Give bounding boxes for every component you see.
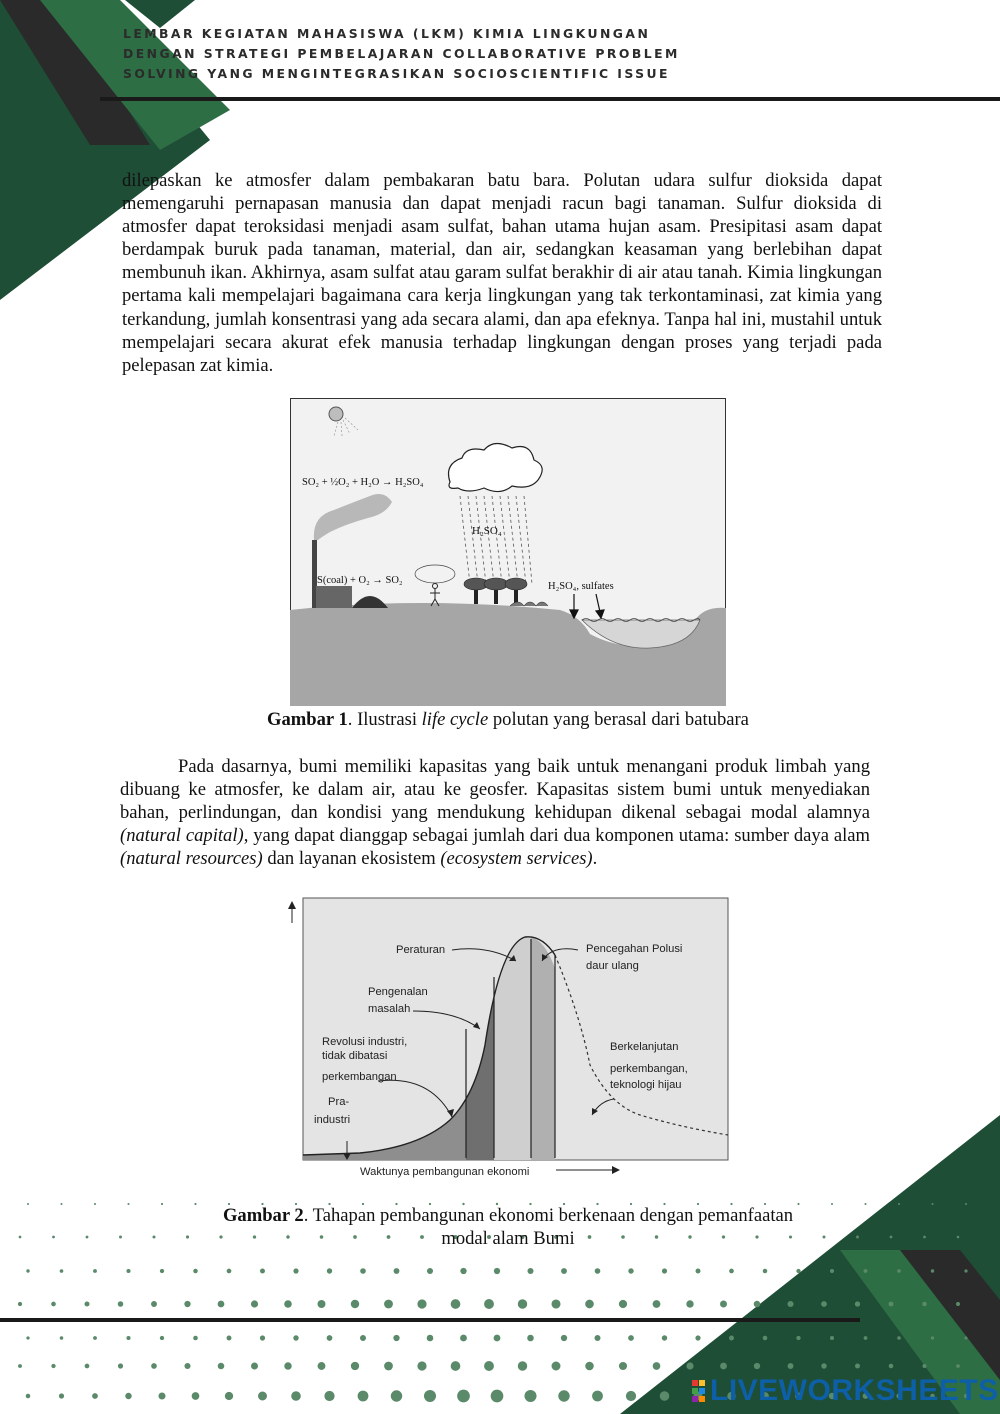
decor-dot	[957, 1236, 960, 1239]
label-sustainable-1: Berkelanjutan	[610, 1041, 679, 1053]
decor-dot	[856, 1236, 859, 1239]
decor-dot	[898, 1203, 900, 1205]
paragraph-2-text-d: .	[592, 848, 598, 870]
decor-dot	[619, 1300, 627, 1308]
decor-dot	[60, 1336, 64, 1340]
decor-dot	[628, 1335, 634, 1341]
decor-dot	[594, 1335, 600, 1341]
decor-dot	[558, 1390, 569, 1401]
decor-dot	[922, 1302, 926, 1306]
paragraph-2-italic-natural-resources: (natural resources)	[120, 848, 263, 870]
decor-dot	[427, 1268, 433, 1274]
paragraph-2-text-a: Pada dasarnya, bumi memiliki kapasitas yang baik untuk menangani produk limbah yang dibuang ke atmosfer, ke dalam air, atau ke geosfer. Kapasitas sistem bumi untuk menyediakan bahan, perlindungan, dan kondisi yang mendukung kehidupan dikenal sebagai modal alamnya	[120, 756, 870, 824]
decor-dot	[225, 1392, 233, 1400]
decor-dot	[317, 1300, 325, 1308]
decor-dot	[964, 1269, 967, 1272]
decor-dot	[796, 1269, 800, 1273]
decor-dot	[351, 1362, 359, 1370]
decor-dot	[754, 1363, 760, 1369]
label-sustainable-2: perkembangan,	[610, 1063, 688, 1075]
paragraph-1	[122, 169, 882, 377]
decor-dot	[830, 1269, 834, 1273]
decor-dot	[184, 1301, 190, 1307]
decor-dot	[864, 1269, 868, 1273]
decor-dot	[763, 1269, 768, 1274]
decor-dot	[394, 1268, 400, 1274]
decor-dot	[218, 1363, 225, 1370]
decor-dot	[720, 1301, 727, 1308]
decor-dot	[729, 1269, 734, 1274]
decor-dot	[830, 1336, 834, 1340]
decor-dot	[889, 1302, 894, 1307]
decor-dot	[552, 1362, 561, 1371]
label-prevention-2: daur ulang	[586, 960, 639, 972]
combustion-equation: S(coal) + O₂ → SO₂	[317, 575, 403, 586]
decor-dot	[251, 1300, 258, 1307]
decor-dot	[59, 1393, 64, 1398]
label-recognition-2: masalah	[368, 1003, 411, 1015]
decor-dot	[384, 1362, 393, 1371]
decor-dot	[158, 1392, 165, 1399]
decor-dot	[193, 1336, 198, 1341]
decor-dot	[424, 1390, 436, 1402]
decor-dot	[324, 1391, 334, 1401]
decor-dot	[457, 1390, 470, 1403]
decor-dot	[161, 1203, 163, 1205]
decor-dot	[52, 1236, 55, 1239]
decor-dot	[695, 1335, 700, 1340]
paragraph-2	[120, 755, 870, 870]
decor-dot	[284, 1362, 291, 1369]
header-line-1: LEMBAR KEGIATAN MAHASISWA (LKM) KIMIA LINGKUNGAN	[123, 26, 651, 41]
decor-dot	[491, 1390, 504, 1403]
header-rule	[100, 97, 1000, 101]
decor-dot	[151, 1301, 157, 1307]
decor-dot	[227, 1336, 232, 1341]
decor-dot	[460, 1335, 467, 1342]
decor-dot	[897, 1269, 901, 1273]
label-industrial-2: tidak dibatasi	[322, 1050, 388, 1062]
decor-dot	[796, 1336, 800, 1340]
paragraph-1-text: dilepaskan ke atmosfer dalam pembakaran batu bara. Polutan udara sulfur dioksida dapat memengaruhi pernapasan manusia dan dapat menjadi racun bagi tanaman. Sulfur dioksida di atmosfer dapat teroksidasi menjadi asam sulfat, bahan utama hujan asam. Presipitasi asam dapat berdampak buruk pada tanaman, material, dan air, sedangkan keasaman yang berlebihan dapat membunuh ikan. Akhirnya, asam sulfat atau garam sulfat berakhir di air atau tanah. Kimia lingkungan pertama kali mempelajari bagaimana cara kerja lingkungan yang tak terkontaminasi, zat kimia yang terkandung, jumlah konsentrasi yang ada secara alami, dan apa efeknya. Tanpa hal ini, mustahil untuk mempelajari secara akurat efek manusia terhadap lingkungan dengan proses yang terjadi pada pelepasan zat kimia.	[122, 170, 882, 376]
decor-dot	[293, 1268, 298, 1273]
decor-dot	[160, 1336, 164, 1340]
decor-dot	[160, 1269, 164, 1273]
decor-dot	[85, 1364, 90, 1369]
decor-dot	[619, 1362, 627, 1370]
oxidation-equation: SO₂ + ½O₂ + H₂O → H₂SO₄	[302, 477, 424, 488]
liveworksheets-icon	[692, 1378, 706, 1406]
decor-dot	[417, 1361, 426, 1370]
decor-dot	[889, 1364, 894, 1369]
decor-dot	[327, 1268, 332, 1273]
decor-dot	[227, 1269, 232, 1274]
decor-dot	[660, 1391, 670, 1401]
liveworksheets-logo	[692, 1374, 999, 1408]
decor-dot	[60, 1203, 62, 1205]
label-preindustrial-2: industri	[314, 1114, 351, 1126]
label-industrial-1: Revolusi industri,	[322, 1036, 408, 1048]
paragraph-2-italic-natural-capital: (natural capital)	[120, 825, 244, 847]
figure-2-caption-text: . Tahapan pembangunan ekonomi berkenaan dengan pemanfaatan	[303, 1205, 794, 1226]
decor-dot	[855, 1301, 860, 1306]
decor-dot	[360, 1268, 366, 1274]
decor-dot	[628, 1268, 633, 1273]
decor-dot	[26, 1336, 29, 1339]
decor-dot	[484, 1299, 494, 1309]
decor-dot	[358, 1391, 369, 1402]
decor-dot	[855, 1364, 860, 1369]
figure-2-caption-label: Gambar 2	[222, 1205, 304, 1226]
decor-dot	[291, 1391, 301, 1401]
decor-dot	[393, 1335, 399, 1341]
decor-dot	[729, 1336, 734, 1341]
decor-dot	[551, 1299, 560, 1308]
decor-dot	[527, 1268, 533, 1274]
figure-1-caption-text-b: polutan yang berasal dari batubara	[488, 709, 749, 730]
label-preindustrial-1: Pra-	[328, 1096, 350, 1108]
decor-dot	[18, 1364, 22, 1368]
paragraph-2-text-c: dan layanan ekosistem	[262, 848, 441, 870]
decor-dot	[451, 1299, 461, 1309]
decor-dot	[662, 1335, 667, 1340]
liveworksheets-wordmark: LIVEWORKSHEETS	[710, 1374, 999, 1407]
decor-dot	[585, 1300, 594, 1309]
figure-1-caption-text-a: . Ilustrasi	[347, 709, 422, 730]
decor-dot	[318, 1362, 326, 1370]
decor-dot	[956, 1364, 960, 1368]
decor-dot	[931, 1203, 933, 1205]
decor-dot	[152, 1235, 155, 1238]
decor-dot	[494, 1335, 501, 1342]
decor-dot	[561, 1268, 567, 1274]
deposition-label: H₂SO₄, sulfates	[548, 581, 614, 592]
figure-2-caption-line-2: modal alam Bumi	[441, 1228, 575, 1249]
paragraph-2-text-b: , yang dapat dianggap sebagai jumlah dari dua komponen utama: sumber daya alam	[243, 825, 870, 847]
decor-dot	[720, 1363, 727, 1370]
decor-dot	[218, 1301, 225, 1308]
decor-dot	[118, 1363, 123, 1368]
decor-dot	[484, 1361, 494, 1371]
decor-dot	[956, 1302, 960, 1306]
decor-dot	[931, 1269, 934, 1272]
decor-dot	[788, 1363, 794, 1369]
decor-dot	[686, 1300, 693, 1307]
decor-dot	[592, 1391, 603, 1402]
decor-dot	[595, 1268, 601, 1274]
decor-dot	[260, 1335, 265, 1340]
decor-dot	[922, 1364, 926, 1368]
decor-dot	[151, 1363, 157, 1369]
label-industrial-3: perkembangan	[322, 1071, 397, 1083]
decor-dot	[897, 1336, 901, 1340]
decor-dot	[391, 1390, 402, 1401]
label-prevention-1: Pencegahan Polusi	[586, 943, 683, 955]
decor-dot	[965, 1203, 967, 1205]
decor-dot	[51, 1302, 56, 1307]
label-regulation: Peraturan	[396, 944, 446, 956]
decor-dot	[93, 1336, 97, 1340]
figure-2-economic-development-curve	[280, 895, 735, 1185]
decor-dot	[260, 1269, 265, 1274]
header-line-3: SOLVING YANG MENGINTEGRASIKAN SOCIOSCIENTIFIC ISSUE	[123, 66, 670, 81]
decor-dot	[787, 1301, 793, 1307]
decor-dot	[26, 1269, 29, 1272]
decor-dot	[258, 1392, 267, 1401]
decor-dot	[351, 1300, 359, 1308]
figure-1-caption-italic: life cycle	[421, 709, 489, 730]
rain-label: H₂SO₄	[472, 525, 502, 537]
decor-dot	[696, 1269, 701, 1274]
decor-dot	[119, 1236, 122, 1239]
paragraph-2-italic-ecosystem-services: (ecosystem services)	[440, 848, 593, 870]
decor-dot	[931, 1336, 934, 1339]
decor-dot	[890, 1236, 893, 1239]
decor-dot	[923, 1236, 926, 1239]
decor-dot	[626, 1391, 636, 1401]
decor-dot	[754, 1301, 761, 1308]
x-axis-label: Waktunya pembangunan ekonomi	[360, 1166, 530, 1178]
decor-dot	[518, 1361, 527, 1370]
decor-dot	[427, 1335, 434, 1342]
decor-dot	[821, 1301, 827, 1307]
decor-dot	[460, 1268, 466, 1274]
label-recognition-1: Pengenalan	[368, 986, 428, 998]
decor-dot	[653, 1362, 661, 1370]
decor-dot	[451, 1361, 461, 1371]
decor-dot	[251, 1363, 258, 1370]
decor-dot	[126, 1336, 130, 1340]
decor-dot	[360, 1335, 366, 1341]
decor-dot	[192, 1392, 200, 1400]
decor-dot	[94, 1203, 96, 1205]
decor-dot	[763, 1336, 768, 1341]
decor-dot	[127, 1203, 129, 1205]
decor-dot	[417, 1299, 426, 1308]
decor-dot	[51, 1364, 55, 1368]
sun-icon	[329, 407, 343, 421]
decor-dot	[327, 1335, 333, 1341]
decor-dot	[662, 1268, 667, 1273]
decor-dot	[821, 1363, 826, 1368]
decor-dot	[494, 1268, 500, 1274]
label-sustainable-3: teknologi hijau	[610, 1079, 682, 1091]
decor-dot	[653, 1300, 661, 1308]
footer-rule	[0, 1318, 860, 1322]
figure-1-acid-rain-illustration	[290, 398, 726, 706]
decor-dot	[18, 1302, 22, 1306]
decor-dot	[293, 1335, 298, 1340]
decor-dot	[118, 1301, 124, 1307]
decor-dot	[27, 1203, 29, 1205]
decor-dot	[864, 1336, 868, 1340]
decor-dot	[965, 1337, 968, 1340]
decor-dot	[585, 1362, 594, 1371]
decor-dot	[126, 1269, 130, 1273]
decor-dot	[284, 1300, 292, 1308]
decor-dot	[384, 1300, 393, 1309]
decor-dot	[19, 1236, 22, 1239]
decor-dot	[527, 1335, 534, 1342]
decor-dot	[86, 1236, 89, 1239]
decor-dot	[864, 1203, 866, 1205]
figure-1-caption	[200, 708, 816, 731]
decor-dot	[518, 1299, 527, 1308]
decor-dot	[26, 1394, 31, 1399]
decor-dot	[93, 1269, 97, 1273]
decor-dot	[193, 1269, 198, 1274]
figure-2-caption	[180, 1204, 836, 1250]
decor-dot	[686, 1362, 693, 1369]
decor-dot	[84, 1301, 89, 1306]
decor-dot	[561, 1335, 567, 1341]
figure-1-caption-label: Gambar 1	[267, 709, 348, 730]
decor-dot	[92, 1393, 98, 1399]
decor-dot	[60, 1269, 64, 1273]
decor-dot	[184, 1363, 190, 1369]
decor-dot	[125, 1393, 131, 1399]
header-line-2: DENGAN STRATEGI PEMBELAJARAN COLLABORATIVE PROBLEM	[123, 46, 680, 61]
decor-dot	[524, 1390, 536, 1402]
